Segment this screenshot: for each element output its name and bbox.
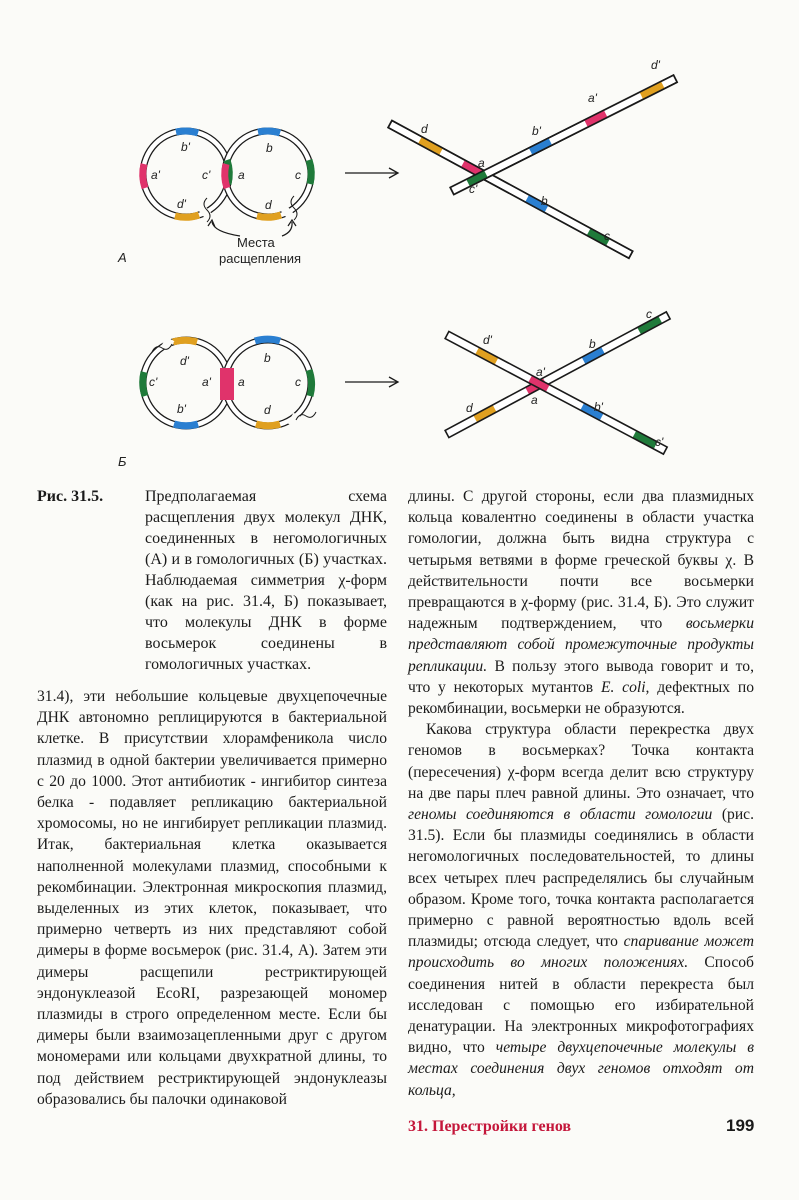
seg-b-left-cprime	[143, 372, 145, 396]
label-right-b: b	[266, 141, 273, 155]
p2-text-2: (рис. 31.5). Если бы плазмиды соединялись в области негомологичных последовательностей, то длины всех четырех плеч распределялись бы случайным образом. Кроме того, точка контакта располагается примерно с равной вероятностью вдоль всей плазмиды; отсюда следует, что	[408, 806, 754, 951]
chi-b-label-c: c	[646, 307, 652, 321]
caption-label: Рис. 31.5.	[37, 488, 104, 505]
rod-b2	[445, 331, 667, 454]
label-left-dprime: d'	[177, 197, 186, 211]
right-paragraph-2	[408, 719, 754, 1101]
label-left-aprime: a'	[151, 168, 160, 182]
seg-left-bprime	[176, 131, 198, 133]
seg-b-right-d	[256, 424, 280, 426]
panel-b-label: Б	[118, 454, 127, 469]
chi-a-label-b: b	[541, 194, 548, 208]
chi-b-label-cprime: c'	[655, 435, 664, 449]
seg-right-c	[309, 160, 311, 184]
label-left-cprime: c'	[202, 168, 211, 182]
chi-b-label-b: b	[589, 337, 596, 351]
sites-arrow-left	[212, 222, 240, 236]
right-paragraph-1	[408, 486, 754, 719]
junction-aprime-a	[220, 368, 234, 400]
seg-right-b	[258, 131, 280, 133]
chi-a-label-d: d	[421, 122, 428, 136]
seg-b-right-b	[255, 339, 280, 341]
figure-31-5	[0, 0, 799, 480]
label-b-right-b: b	[264, 351, 271, 365]
rod-a1	[388, 120, 633, 258]
seg-left-dprime	[175, 215, 199, 217]
chi-a-label-aprime: a'	[588, 91, 597, 105]
seg-left-aprime	[143, 164, 145, 188]
p2-text-1: Какова структура области перекрестка двух геномов в восьмерках? Точка контакта (пересечения) χ-форм всегда делит всю структуру на две пары плеч равной длины. Это означает, что	[408, 721, 754, 802]
p2-emphasis-3: четыре двухцепочечные молекулы в местах соединения двух геномов отходят от кольца,	[408, 1039, 754, 1099]
label-b-left-cprime: c'	[149, 375, 158, 389]
rod-b1	[445, 312, 670, 438]
label-b-right-c: c	[295, 375, 301, 389]
panel-b-chi	[445, 307, 670, 454]
p1-text-2: В пользу этого вывода говорит и то, что у некоторых мутантов	[408, 657, 754, 696]
seg-b-left-bprime	[174, 424, 198, 426]
chi-b-label-d: d	[466, 401, 473, 415]
sites-label-line2: расщепления	[219, 251, 302, 266]
page-number: 199	[726, 1116, 755, 1135]
panel-a-chi	[388, 58, 677, 258]
label-b-right-d: d	[264, 403, 271, 417]
label-left-bprime: b'	[181, 140, 190, 154]
p1-text-1: длины. С другой стороны, если два плазмидных кольца ковалентно соединены в области участка гомологии, должна быть видна структура с четырьмя ветвями в форме греческой буквы χ. В действительности почти все восьмерки превращаются в χ-форму (рис. 31.4, Б). Это служит надежным подтверждением, что	[408, 488, 754, 633]
chi-a-label-dprime: d'	[651, 58, 660, 72]
chi-a-label-a: a	[478, 156, 485, 170]
seg-b-left-dprime	[173, 340, 197, 342]
chi-a-label-bprime: b'	[532, 124, 541, 138]
p2-emphasis-2: спаривание может происходить во многих положениях.	[408, 933, 755, 972]
chi-b-label-bprime: b'	[594, 400, 603, 414]
right-column	[408, 486, 754, 1101]
chi-b-label-aprime: a'	[536, 365, 545, 379]
label-right-a: a	[238, 168, 245, 182]
seg-right-a	[225, 164, 227, 188]
label-b-right-a: a	[238, 375, 245, 389]
p2-emphasis-1: геномы соединяются в области гомологии	[408, 806, 713, 824]
caption-text: Предполагаемая схема расщепления двух молекул ДНК, соединенных в негомологичных (А) и в гомологичных (Б) участках. Наблюдаемая симметрия χ-форм (как на рис. 31.4, Б) показывает, что молекулы ДНК в форме восьмерок соединены в гомологичных участках.	[145, 488, 387, 673]
sites-arrowhead-left	[208, 220, 215, 227]
p2-text-3: Способ соединения нитей в области перекреста был исследован с помощью его избирательной денатурации. На электронных микрофотографиях видно, что	[408, 954, 754, 1057]
label-b-left-aprime: a'	[202, 375, 211, 389]
label-b-left-bprime: b'	[177, 402, 186, 416]
sites-label-line1: Места	[237, 235, 275, 250]
arrow-b	[345, 377, 398, 387]
seg-b-right-c	[309, 370, 312, 396]
label-right-c: c	[295, 168, 301, 182]
chapter-footer: 31. Перестройки генов	[408, 1118, 572, 1135]
chi-a-label-c: c	[604, 229, 610, 243]
p1-emphasis-2: E. coli,	[600, 678, 650, 696]
rod-a2	[450, 75, 677, 194]
label-right-d: d	[265, 198, 272, 212]
figure-svg	[0, 0, 799, 480]
panel-a-label: А	[118, 250, 127, 265]
chi-b-label-a: a	[531, 393, 538, 407]
p1-text-3: дефектных по рекомбинации, восьмерки не образуются.	[408, 678, 754, 718]
sites-arrow-right	[282, 222, 292, 236]
chi-a-label-cprime: c'	[469, 182, 478, 196]
left-paragraph-1: 31.4), эти небольшие кольцевые двухцепочечные ДНК автономно реплицируются в бактериальной клетке. В присутствии хлорамфеникола число плазмид в одной бактерии увеличивается примерно с 20 до 1000. Этот антибиотик - ингибитор синтеза белка - подавляет репликацию бактериальной хромосомы, но не ингибирует репликации плазмид. Итак, бактериальная клетка оказывается наполненной молекулами плазмид, способными к рекомбинации. Электронная микроскопия плазмид, выделенных из этих клеток, показывает, что примерно четверть из них представляют собой димеры в форме восьмерок (рис. 31.4, А). Затем эти димеры расщепили рестриктирующей эндонуклеазой EcoRI, разрезающей мономер плазмиды в строго определенном месте. Если бы димеры были взаимозацепленными друг с другом мономерами или кольцами двухкратной длины, то под действием рестриктирующей эндонуклеазы образовались бы палочки одинаковой	[37, 688, 387, 1108]
label-b-left-dprime: d'	[180, 354, 189, 368]
left-column	[37, 686, 387, 1110]
panel-a-rings	[117, 131, 311, 266]
arrow-a	[345, 168, 398, 178]
panel-b-rings	[118, 337, 316, 469]
seg-right-d	[257, 215, 281, 217]
chi-b-label-dprime: d'	[483, 333, 492, 347]
p1-emphasis-1: восьмерки представляют собой промежуточные продукты репликации.	[408, 615, 754, 675]
